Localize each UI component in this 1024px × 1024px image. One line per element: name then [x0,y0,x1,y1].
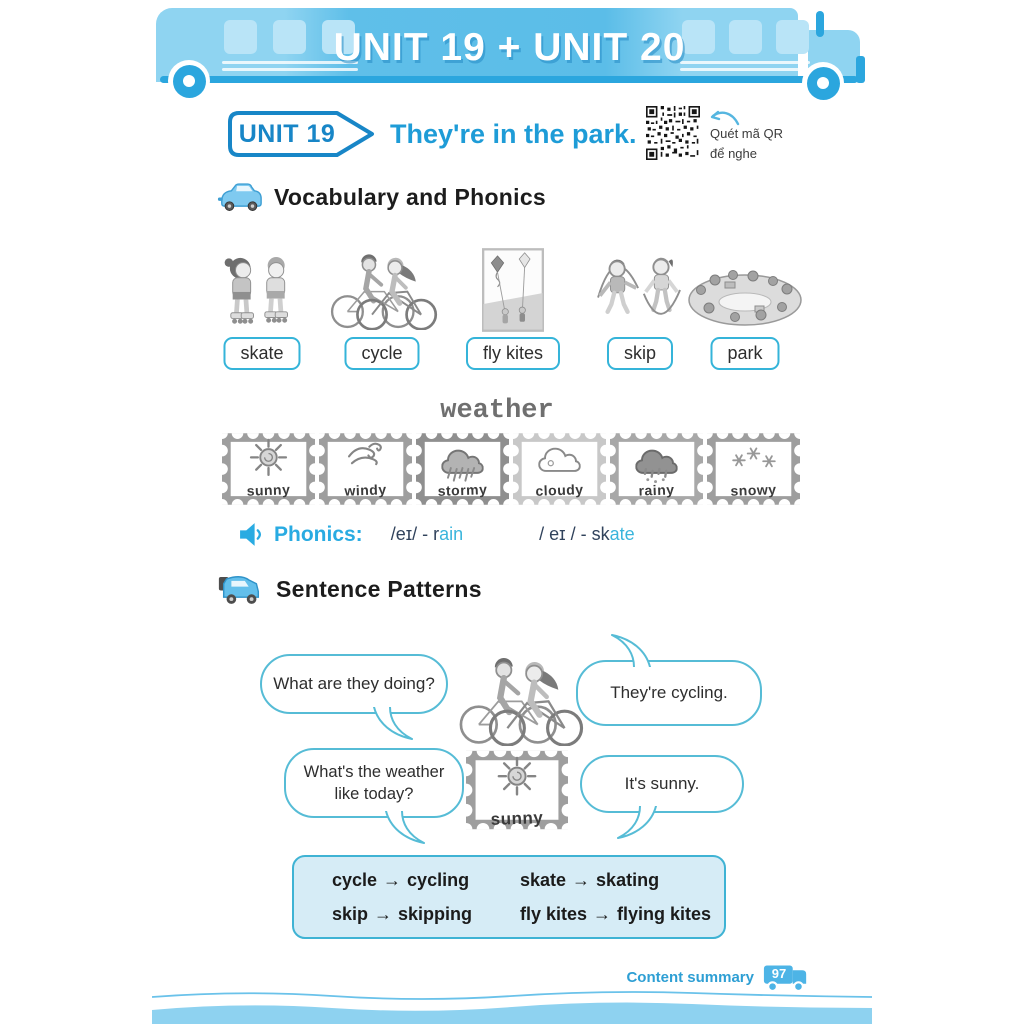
bus-window [776,20,809,54]
weather-stamp-sunny [222,433,315,505]
speech-bubble-question-2 [284,748,464,818]
bus-window [273,20,306,54]
grammar-summary-box [292,855,726,939]
weather-stamp-snowy [707,433,800,505]
weather-heading: weather [440,396,554,426]
bubble-tail [370,707,414,741]
bus-stripe [680,61,810,64]
bottom-wave-decoration [152,988,872,1024]
weather-stamp-rainy [610,433,703,505]
bus-mirror [816,11,824,37]
weather-stamp-windy [319,433,412,505]
bubble-tail [616,806,660,840]
vocab-label-skate: skate [223,337,300,370]
speech-bubble-answer-2 [580,755,744,813]
car-icon [216,182,264,213]
arrow-icon: → [383,869,402,890]
sentence-patterns-heading [216,572,482,607]
weather-stamps-row [222,433,800,505]
arrow-icon: → [593,903,612,924]
dialogue-row-weather [152,740,872,844]
stamp-label: windy [344,481,387,499]
dialogue-row-cycling [152,616,872,748]
question-2-text: What's the weather like today? [303,762,445,803]
summary-item-fly-kites: fly kites → flying kites [520,903,712,924]
skate-illustration [196,242,328,330]
speech-bubble-answer-1 [576,660,762,726]
arrow-icon: → [374,903,393,924]
unit-banner-bus [152,4,872,98]
qr-caption [710,124,810,163]
sunny-stamp-large [466,742,568,838]
stamp-label: sunny [490,808,544,829]
stamp-label: snowy [730,481,777,499]
vocab-card-fly-kites [447,238,579,370]
unit-badge-label: UNIT 19 [238,120,336,148]
stamp-label: rainy [638,481,675,499]
vocab-label-fly-kites: fly kites [466,337,560,370]
stamp-label: sunny [246,481,291,499]
bus-window [729,20,762,54]
vocab-label-cycle: cycle [344,337,419,370]
summary-item-cycle: cycle → cycling [332,869,470,890]
textbook-page [152,0,872,1024]
truck-icon [216,572,266,607]
phonics-label: Phonics: [274,522,363,546]
weather-stamp-cloudy [513,433,606,505]
stamp-label: stormy [437,481,488,499]
banner-title: UNIT 19 + UNIT 20 [333,26,686,69]
unit-title: They're in the park. [390,119,637,149]
summary-item-skip: skip → skipping [332,903,473,924]
page-number: 97 [771,966,787,981]
sentence-patterns-heading-text: Sentence Patterns [276,576,482,602]
bus-bottom-stripe [160,76,858,83]
fly-kites-illustration [447,244,579,332]
bubble-tail [610,633,654,667]
cycling-illustration [452,616,586,746]
phonics-item-rain: /eɪ/ - rain [390,524,464,544]
phonics-item-skate: / eɪ / - skate [539,524,635,544]
bus-window [224,20,257,54]
bus-wheel-left [168,60,210,102]
qr-caption-line1: Quét mã QR [710,126,783,141]
stamp-label: cloudy [535,481,584,499]
bus-bumper [856,56,865,83]
answer-2-text: It's sunny. [624,773,700,793]
vocabulary-heading-text: Vocabulary and Phonics [274,184,547,210]
summary-item-skate: skate → skating [520,869,660,890]
speech-bubble-question-1 [260,654,448,714]
phonics-row [238,522,635,547]
qr-caption-line2: để nghe [710,145,757,161]
cycle-illustration [316,242,448,330]
answer-1-text: They're cycling. [610,682,728,702]
qr-code [646,106,700,160]
unit-badge [226,110,376,158]
weather-stamp-stormy [416,433,509,505]
vocabulary-section-heading [216,182,546,213]
vocab-label-skip: skip [607,337,673,370]
question-1-text: What are they doing? [273,673,435,693]
speaker-icon [238,522,265,547]
vocab-label-park: park [710,337,779,370]
arrow-icon: → [572,869,591,890]
unit-header [152,106,872,170]
vocab-card-cycle [316,238,448,370]
content-summary-label: Content summary [626,968,754,986]
bus-wheel-right [802,62,844,104]
bus-stripe [680,68,810,71]
bubble-tail [382,811,426,845]
park-illustration [679,242,811,330]
vocab-card-park [679,238,811,370]
vocab-card-skate [196,238,328,370]
